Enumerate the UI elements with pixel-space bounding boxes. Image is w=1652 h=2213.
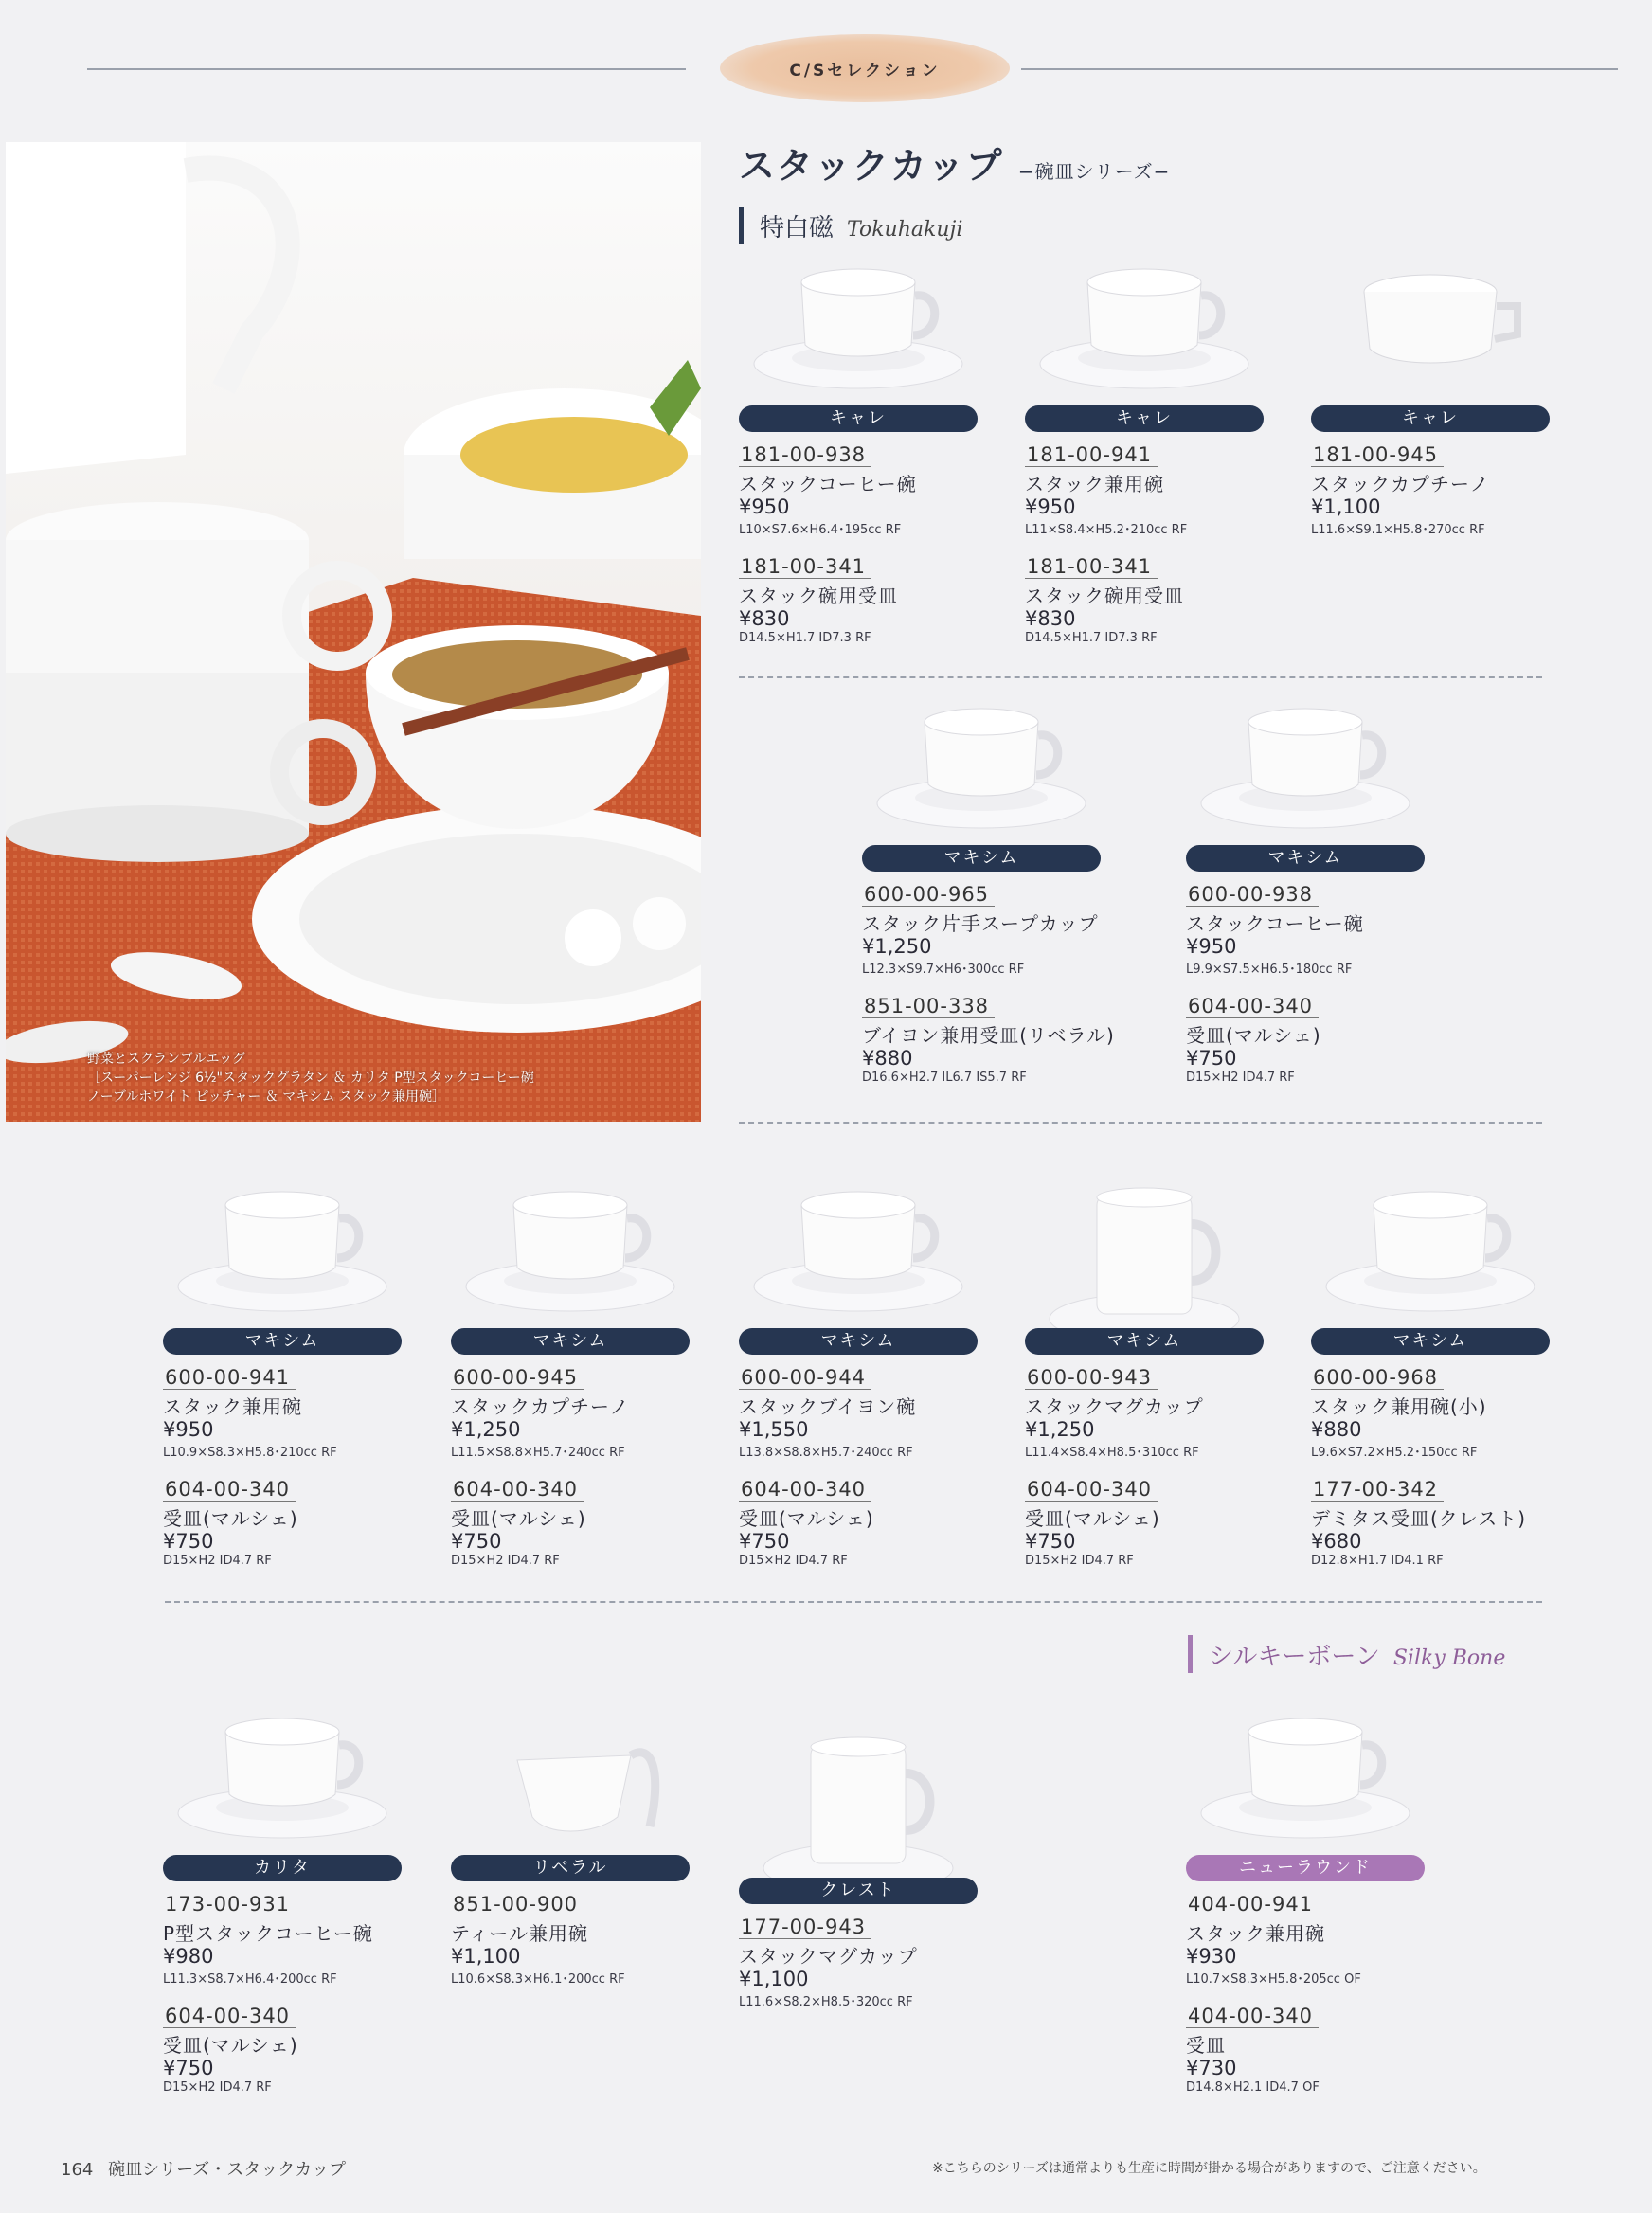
- product-code: 177-00-943: [739, 1916, 871, 1939]
- product-name: 受皿(マルシェ): [451, 1507, 586, 1530]
- product-name: スタック兼用碗(小): [1311, 1395, 1487, 1418]
- product-spec: L10.6×S8.3×H6.1･200cc RF: [451, 1972, 625, 1987]
- product-item: [163, 1366, 409, 1460]
- product-name: P型スタックコーヒー碗: [163, 1922, 373, 1945]
- product-image: [739, 254, 978, 405]
- product-code: 181-00-945: [1311, 443, 1444, 467]
- brand-label: ニューラウンド: [1186, 1855, 1425, 1881]
- product-price: ¥750: [163, 1530, 214, 1553]
- product-name: 受皿(マルシェ): [1186, 1024, 1321, 1047]
- product-code: 600-00-945: [451, 1366, 584, 1390]
- product-item: [739, 443, 985, 537]
- brand-label: マキシム: [1186, 845, 1425, 872]
- footer-page: [61, 2156, 346, 2181]
- product-item: [1186, 883, 1432, 977]
- product-spec: D12.8×H1.7 ID4.1 RF: [1311, 1554, 1444, 1568]
- brand-label: マキシム: [1311, 1328, 1550, 1355]
- brand-label: マキシム: [163, 1328, 402, 1355]
- product-name: 受皿(マルシェ): [1025, 1507, 1160, 1530]
- product-spec: L11.6×S8.2×H8.5･320cc RF: [739, 1995, 913, 2009]
- product-image: [1186, 1703, 1425, 1855]
- product-price: ¥1,250: [451, 1418, 521, 1441]
- product-item: [862, 883, 1108, 977]
- product-item: [1025, 1366, 1271, 1460]
- product-code: 173-00-931: [163, 1893, 296, 1916]
- product-name: スタックコーヒー碗: [739, 473, 917, 495]
- product-price: ¥880: [862, 1047, 913, 1070]
- product-price: ¥1,250: [1025, 1418, 1095, 1441]
- product-item: [163, 1478, 409, 1568]
- product-code: 181-00-341: [1025, 555, 1158, 579]
- row-divider: [165, 1601, 1542, 1603]
- product-price: ¥950: [739, 495, 790, 518]
- section-heading-tokuhakuji: [739, 208, 962, 243]
- product-price: ¥750: [1025, 1530, 1076, 1553]
- photo-caption-line: ［スーパーレンジ 6½"スタックグラタン ＆ カリタ P型スタックコーヒー碗: [87, 1071, 534, 1086]
- product-item: [163, 2005, 409, 2095]
- brand-label: マキシム: [451, 1328, 690, 1355]
- section-heading-label: シルキーボーン: [1209, 1643, 1380, 1671]
- product-code: 851-00-338: [862, 995, 995, 1018]
- brand-label: キャレ: [1311, 405, 1550, 432]
- product-name: 受皿(マルシェ): [163, 1507, 298, 1530]
- product-spec: L9.9×S7.5×H6.5･180cc RF: [1186, 963, 1353, 977]
- product-name: スタック碗用受皿: [739, 585, 898, 607]
- product-name: デミタス受皿(クレスト): [1311, 1507, 1527, 1530]
- photo-caption: [87, 1050, 534, 1106]
- product-image: [1025, 1177, 1264, 1328]
- row-divider: [739, 676, 1542, 678]
- product-price: ¥880: [1311, 1418, 1362, 1441]
- product-item: [739, 1916, 985, 2009]
- product-price: ¥950: [1025, 495, 1076, 518]
- product-spec: D14.5×H1.7 ID7.3 RF: [739, 631, 871, 645]
- product-image: [739, 1177, 978, 1328]
- photo-caption-line: ノーブルホワイト ピッチャー ＆ マキシム スタック兼用碗］: [87, 1089, 446, 1105]
- product-code: 181-00-938: [739, 443, 871, 467]
- product-price: ¥1,100: [739, 1968, 809, 1990]
- product-code: 177-00-342: [1311, 1478, 1444, 1502]
- product-code: 404-00-340: [1186, 2005, 1319, 2028]
- product-name: 受皿: [1186, 2034, 1226, 2057]
- product-price: ¥750: [163, 2057, 214, 2079]
- product-image: [163, 1177, 402, 1328]
- brand-label: キャレ: [1025, 405, 1264, 432]
- product-code: 600-00-938: [1186, 883, 1319, 907]
- product-item: [739, 1478, 985, 1568]
- product-item: [1186, 2005, 1432, 2095]
- product-image: [862, 693, 1101, 845]
- product-name: ブイヨン兼用受皿(リベラル): [862, 1024, 1115, 1047]
- product-spec: D16.6×H2.7 IL6.7 IS5.7 RF: [862, 1071, 1027, 1085]
- row-divider: [739, 1122, 1542, 1124]
- product-image: [163, 1703, 402, 1855]
- product-name: スタック兼用碗: [1025, 473, 1164, 495]
- brand-label: マキシム: [739, 1328, 978, 1355]
- product-name: 受皿(マルシェ): [163, 2034, 298, 2057]
- product-item: [739, 555, 985, 645]
- product-item: [1186, 1893, 1432, 1987]
- product-name: スタックマグカップ: [1025, 1395, 1204, 1418]
- product-name: 受皿(マルシェ): [739, 1507, 874, 1530]
- product-spec: D15×H2 ID4.7 RF: [163, 2080, 272, 2095]
- product-price: ¥1,100: [451, 1945, 521, 1968]
- product-spec: D15×H2 ID4.7 RF: [1186, 1071, 1295, 1085]
- product-code: 604-00-340: [1025, 1478, 1158, 1502]
- product-code: 181-00-941: [1025, 443, 1158, 467]
- product-price: ¥1,250: [862, 935, 932, 958]
- brand-label: リベラル: [451, 1855, 690, 1881]
- section-heading-silky: [1188, 1637, 1505, 1672]
- product-item: [1025, 555, 1271, 645]
- product-name: スタックマグカップ: [739, 1945, 918, 1968]
- product-name: スタックコーヒー碗: [1186, 912, 1364, 935]
- product-item: [451, 1366, 697, 1460]
- product-image: [1025, 254, 1264, 405]
- product-spec: L9.6×S7.2×H5.2･150cc RF: [1311, 1446, 1478, 1460]
- product-image: [1311, 254, 1550, 405]
- product-price: ¥830: [739, 607, 790, 630]
- product-price: ¥730: [1186, 2057, 1237, 2079]
- product-code: 600-00-968: [1311, 1366, 1444, 1390]
- brand-label: マキシム: [1025, 1328, 1264, 1355]
- product-image: [451, 1177, 690, 1328]
- brand-label: カリタ: [163, 1855, 402, 1881]
- product-name: スタックカプチーノ: [1311, 473, 1490, 495]
- product-item: [1311, 443, 1557, 537]
- product-name: スタック兼用碗: [163, 1395, 302, 1418]
- product-name: スタック碗用受皿: [1025, 585, 1184, 607]
- brand-label: マキシム: [862, 845, 1101, 872]
- product-price: ¥750: [739, 1530, 790, 1553]
- page-title: [739, 136, 1170, 189]
- product-spec: L11×S8.4×H5.2･210cc RF: [1025, 523, 1188, 537]
- product-item: [451, 1478, 697, 1568]
- product-price: ¥830: [1025, 607, 1076, 630]
- product-item: [1311, 1366, 1557, 1460]
- product-price: ¥750: [451, 1530, 502, 1553]
- header-rule-left: [87, 68, 686, 70]
- product-price: ¥1,100: [1311, 495, 1381, 518]
- product-item: [163, 1893, 409, 1987]
- product-code: 600-00-944: [739, 1366, 871, 1390]
- product-price: ¥750: [1186, 1047, 1237, 1070]
- product-spec: L10.7×S8.3×H5.8･205cc OF: [1186, 1972, 1361, 1987]
- photo-caption-line: 野菜とスクランブルエッグ: [87, 1052, 246, 1067]
- product-price: ¥950: [1186, 935, 1237, 958]
- product-spec: L11.5×S8.8×H5.7･240cc RF: [451, 1446, 625, 1460]
- brand-label: キャレ: [739, 405, 978, 432]
- lifestyle-photo-art: [6, 142, 701, 1122]
- product-name: スタックブイヨン碗: [739, 1395, 917, 1418]
- brand-label: クレスト: [739, 1878, 978, 1904]
- product-price: ¥950: [163, 1418, 214, 1441]
- section-heading-script: Silky Bone: [1392, 1646, 1506, 1670]
- product-price: ¥1,550: [739, 1418, 809, 1441]
- product-code: 604-00-340: [163, 1478, 296, 1502]
- section-heading-label: 特白磁: [760, 214, 835, 243]
- product-name: スタック片手スープカップ: [862, 912, 1099, 935]
- product-spec: L11.3×S8.7×H6.4･200cc RF: [163, 1972, 337, 1987]
- product-item: [1025, 443, 1271, 537]
- product-image: [739, 1726, 978, 1878]
- product-image: [1311, 1177, 1550, 1328]
- section-badge: C/Sセレクション: [720, 34, 1010, 102]
- product-spec: L13.8×S8.8×H5.7･240cc RF: [739, 1446, 913, 1460]
- product-item: [1311, 1478, 1557, 1568]
- product-image: [1186, 693, 1425, 845]
- product-code: 600-00-941: [163, 1366, 296, 1390]
- product-spec: L11.4×S8.4×H8.5･310cc RF: [1025, 1446, 1199, 1460]
- header-rule-right: [1021, 68, 1618, 70]
- product-code: 604-00-340: [451, 1478, 584, 1502]
- product-name: ティール兼用碗: [451, 1922, 588, 1945]
- section-heading-script: Tokuhakuji: [847, 218, 963, 242]
- product-spec: D15×H2 ID4.7 RF: [1025, 1554, 1134, 1568]
- product-spec: D15×H2 ID4.7 RF: [451, 1554, 560, 1568]
- product-spec: L10.9×S8.3×H5.8･210cc RF: [163, 1446, 337, 1460]
- product-spec: D15×H2 ID4.7 RF: [163, 1554, 272, 1568]
- product-price: ¥930: [1186, 1945, 1237, 1968]
- product-spec: L10×S7.6×H6.4･195cc RF: [739, 523, 902, 537]
- page-title-sub: −碗皿シリーズ−: [1017, 160, 1171, 183]
- page-number: 164: [61, 2160, 94, 2180]
- product-code: 181-00-341: [739, 555, 871, 579]
- product-name: スタックカプチーノ: [451, 1395, 630, 1418]
- product-code: 404-00-941: [1186, 1893, 1319, 1916]
- product-code: 604-00-340: [739, 1478, 871, 1502]
- product-code: 604-00-340: [163, 2005, 296, 2028]
- product-price: ¥980: [163, 1945, 214, 1968]
- product-name: スタック兼用碗: [1186, 1922, 1325, 1945]
- product-spec: L11.6×S9.1×H5.8･270cc RF: [1311, 523, 1485, 537]
- product-item: [739, 1366, 985, 1460]
- product-code: 604-00-340: [1186, 995, 1319, 1018]
- product-spec: D14.5×H1.7 ID7.3 RF: [1025, 631, 1158, 645]
- product-spec: D15×H2 ID4.7 RF: [739, 1554, 848, 1568]
- running-title: 碗皿シリーズ・スタックカップ: [108, 2160, 347, 2180]
- product-item: [862, 995, 1115, 1085]
- product-code: 851-00-900: [451, 1893, 584, 1916]
- lifestyle-photo: [6, 142, 701, 1122]
- footer-note: ※こちらのシリーズは通常よりも生産に時間が掛かる場合がありますので、ご注意ください。: [932, 2161, 1486, 2176]
- page-title-main: スタックカップ: [739, 145, 1004, 187]
- product-image: [451, 1703, 690, 1855]
- product-spec: L12.3×S9.7×H6･300cc RF: [862, 963, 1025, 977]
- product-item: [1186, 995, 1432, 1085]
- product-item: [451, 1893, 697, 1987]
- product-price: ¥680: [1311, 1530, 1362, 1553]
- product-spec: D14.8×H2.1 ID4.7 OF: [1186, 2080, 1320, 2095]
- product-code: 600-00-943: [1025, 1366, 1158, 1390]
- product-item: [1025, 1478, 1271, 1568]
- product-code: 600-00-965: [862, 883, 995, 907]
